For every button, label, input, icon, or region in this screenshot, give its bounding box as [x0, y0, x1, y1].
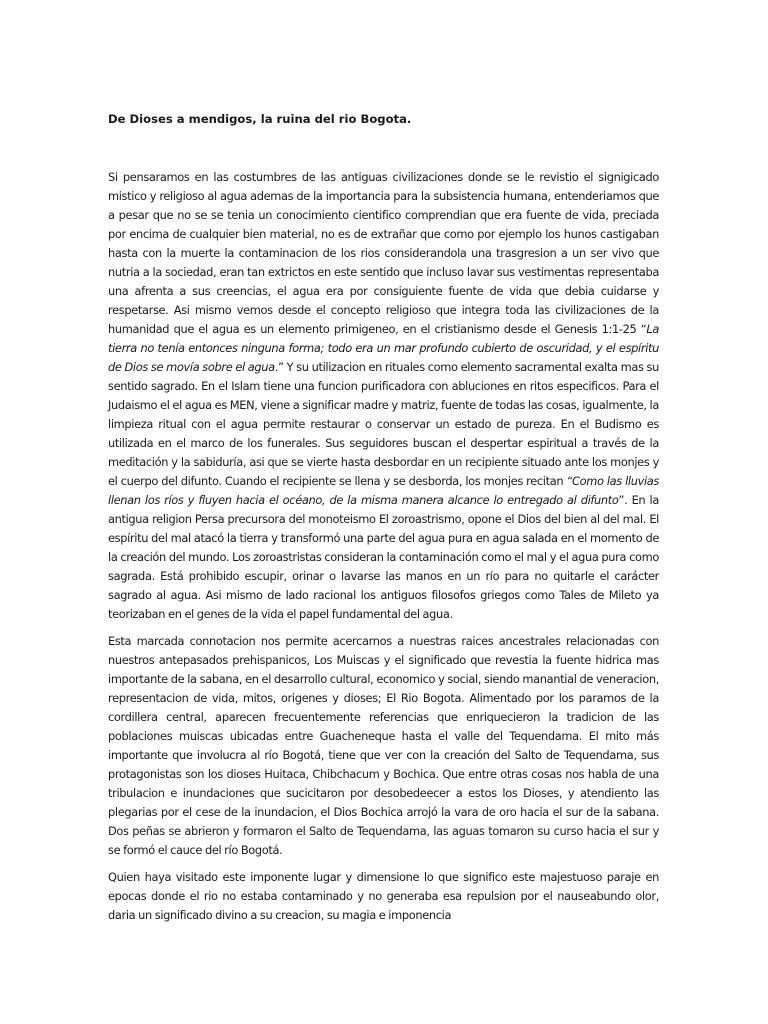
- body-paragraph: [108, 868, 659, 925]
- italic-quote: La tierra no tenía entonces ninguna forma; todo era un mar profundo cubierto de oscuridad, y el espíritu de Dios se movía sobre el agua: [108, 322, 659, 374]
- paragraph-text: .” Y su utilizacion en rituales como elemento sacramental exalta mas su sentido sagrado. En el Islam tiene una funcion purificadora con abluciones en ritos especificos. Para el Judaismo el el agua es MEN, viene a significar madre y matriz, fuente de todas las cosas, igualmente, la limpieza ritual con el agua permite restaurar o conservar un estado de pureza. En el Budismo es utilizada en el marco de los funerales. Sus seguidores buscan el despertar espiritual a través de la meditación y la sabiduría, asi que se vierte hasta desbordar en un recipiente situado ante los monjes y el cuerpo del difunto. Cuando el recipiente se llena y se desborda, los monjes recitan: [108, 360, 659, 488]
- paragraph-text: Si pensaramos en las costumbres de las antiguas civilizaciones donde se le revistio el signigicado mistico y religioso al agua ademas de la importancia para la subsistencia humana, entenderiamos que a pesar que no se se tenia un conocimiento cientifico comprendian que era fuente de vida, preciada por encima de cualquier bien material, no es de extrañar que como por ejemplo los hunos castigaban hasta con la muerte la contaminacion de los rios considerandola una trasgresion a un ser vivo que nutria a la sociedad, eran tan extrictos en este sentido que incluso lavar sus vestimentas representaba una afrenta a sus creencias, el agua era por consiguiente fuente de vida que debia cuidarse y respetarse. Asi mismo vemos desde el concepto religioso que integra toda las civilizaciones de la humanidad que el agua es un elemento primigeneo, en el cristianismo desde el Genesis 1:1-25 “: [108, 170, 659, 336]
- italic-quote: “Como las lluvias llenan los ríos y fluyen hacia el océano, de la misma manera alcance lo entregado al difunto: [108, 474, 659, 507]
- body-paragraph: [108, 168, 659, 624]
- document-title: De Dioses a mendigos, la ruina del rio Bogota.: [108, 112, 412, 126]
- paragraph-text: Esta marcada connotacion nos permite acercarnos a nuestras raices ancestrales relacionadas con nuestros antepasados prehispanicos, Los Muiscas y el significado que revestia la fuente hidrica mas importante de la sabana, en el desarrollo cultural, economico y social, siendo manantial de veneracion, representacion de vida, mitos, origenes y dioses; El Rio Bogota. Alimentado por los paramos de la cordillera central, aparecen frecuentemente referencias que enriquecieron la tradicion de las poblaciones muiscas ubicadas entre Guacheneque hasta el valle del Tequendama. El mito más importante que involucra al río Bogotá, tiene que ver con la creación del Salto de Tequendama, sus protagonistas son los dioses Huitaca, Chibchacum y Bochica. Que entre otras cosas nos habla de una tribulacion e inundaciones que sucicitaron por desobedeecer a estos los Dioses, y atendiento las plegarias por el cese de la inundacion, el Dios Bochica arrojó la vara de oro hacia el sur de la sabana. Dos peñas se abrieron y formaron el Salto de Tequendama, las aguas tomaron su curso hacia el sur y se formó el cauce del río Bogotá.: [108, 634, 659, 857]
- paragraph-text: ”. En la antigua religion Persa precursora del monoteismo El zoroastrismo, opone el Dios del bien al del mal. El espíritu del mal atacó la tierra y transformó una parte del agua pura en agua salada en el momento de la creación del mundo. Los zoroastristas consideran la contaminación como el mal y el agua pura como sagrada. Está prohibido escupir, orinar o lavarse las manos en un río para no quitarle el carácter sagrado al agua. Asi mismo de lado racional los antiguos filosofos griegos como Tales de Mileto ya teorizaban en el genes de la vida el papel fundamental del agua.: [108, 493, 659, 621]
- paragraph-text: Quien haya visitado este imponente lugar y dimensione lo que significo este majestuoso paraje en epocas donde el rio no estaba contaminado y no generaba esa repulsion por el nauseabundo olor, daria un significado divino a su creacion, su magia e imponencia: [108, 870, 659, 922]
- document-body: [108, 168, 659, 933]
- body-paragraph: [108, 632, 659, 860]
